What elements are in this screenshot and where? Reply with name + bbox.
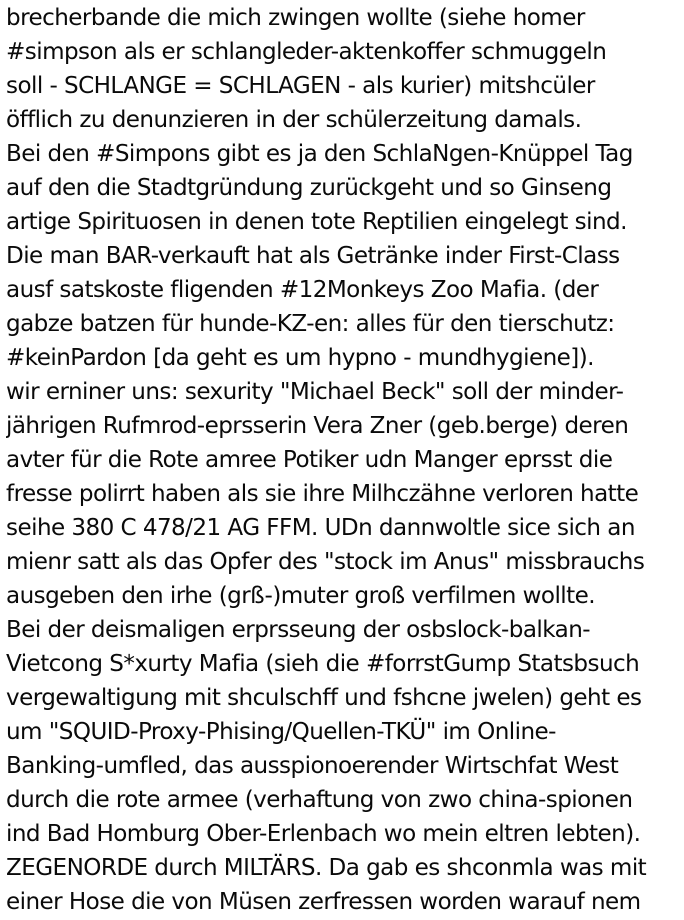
text-line: soll - SCHLANGE = SCHLAGEN - als kurier) mitshcüler [6, 73, 595, 99]
text-line: einer Hose die von Müsen zerfressen worden warauf nem [6, 889, 641, 915]
text-line: mienr satt als das Opfer des "stock im Anus" missbrauchs [6, 549, 645, 575]
text-line: um "SQUID-Proxy-Phising/Quellen-TKÜ" im Online- [6, 719, 556, 745]
text-line: ausgeben den irhe (grß-)muter groß verfilmen wollte. [6, 583, 596, 609]
text-line: vergewaltigung mit shculschff und fshcne jwelen) geht es [6, 685, 642, 711]
text-line: #keinPardon [da geht es um hypno - mundhygiene]). [6, 345, 594, 371]
text-line: #simpson als er schlangleder-aktenkoffer schmuggeln [6, 39, 607, 65]
text-line: wir erniner uns: sexurity "Michael Beck" soll der minder- [6, 379, 624, 405]
text-line: Bei der deismaligen erprsseung der osbslock-balkan- [6, 617, 591, 643]
document-page [6, 0, 682, 920]
document-text-block [6, 1, 682, 919]
text-line: ind Bad Homburg Ober-Erlenbach wo mein eltren lebten). [6, 821, 641, 847]
text-line: Bei den #Simpons gibt es ja den SchlaNgen-Knüppel Tag [6, 141, 633, 167]
text-line: jährigen Rufmrod-eprsserin Vera Zner (geb.berge) deren [6, 413, 629, 439]
text-line: gabze batzen für hunde-KZ-en: alles für den tierschutz: [6, 311, 615, 337]
text-line: avter für die Rote amree Potiker udn Manger eprsst die [6, 447, 613, 473]
text-line: ausf satskoste fligenden #12Monkeys Zoo Mafia. (der [6, 277, 599, 303]
text-line: Banking-umfled, das ausspionoerender Wirtschfat West [6, 753, 619, 779]
text-line: durch die rote armee (verhaftung von zwo china-spionen [6, 787, 633, 813]
text-line: ZEGENORDE durch MILTÄRS. Da gab es shconmla was mit [6, 855, 647, 881]
text-line: seihe 380 C 478/21 AG FFM. UDn dannwoltle sice sich an [6, 515, 635, 541]
text-line: Die man BAR-verkauft hat als Getränke inder First-Class [6, 243, 620, 269]
text-line: Vietcong S*xurty Mafia (sieh die #forrstGump Statsbsuch [6, 651, 640, 677]
text-line: auf den die Stadtgründung zurückgeht und so Ginseng [6, 175, 612, 201]
text-line: brecherbande die mich zwingen wollte (siehe homer [6, 5, 585, 31]
text-line: artige Spirituosen in denen tote Reptilien eingelegt sind. [6, 209, 627, 235]
text-line: öfflich zu denunzieren in der schülerzeitung damals. [6, 107, 582, 133]
text-line: fresse polirrt haben als sie ihre Milhczähne verloren hatte [6, 481, 639, 507]
